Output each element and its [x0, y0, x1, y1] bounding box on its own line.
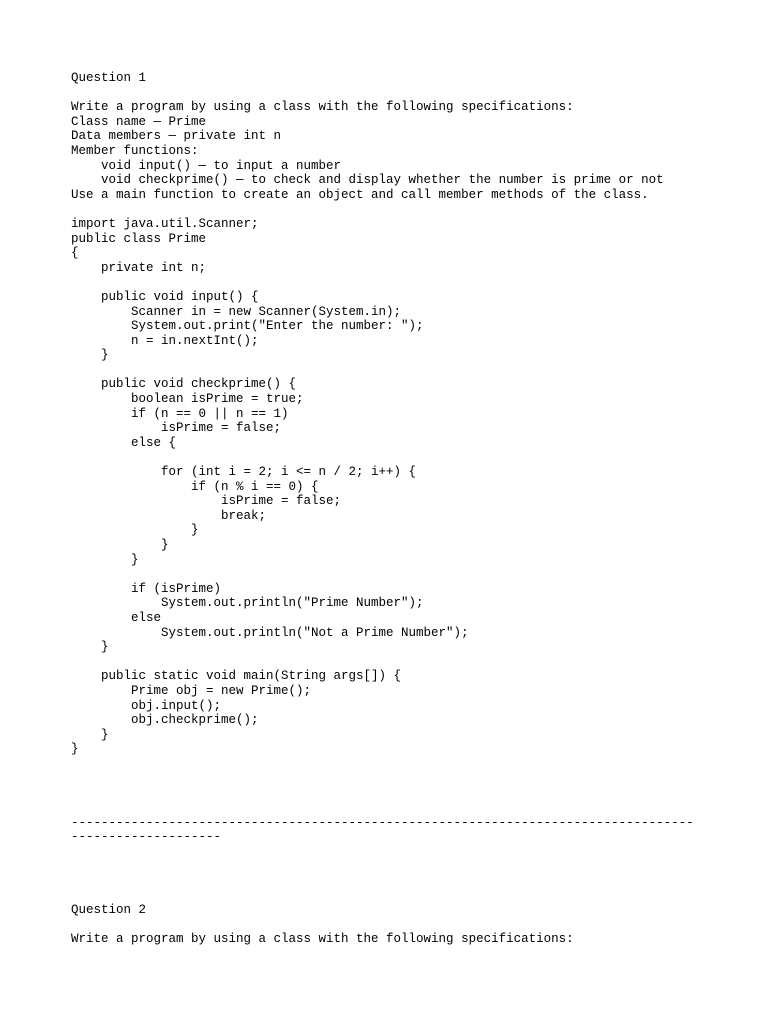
spec-line: Write a program by using a class with the following specifications:	[71, 100, 574, 115]
code-line	[71, 567, 751, 582]
document-page	[71, 71, 751, 947]
code-line: public void checkprime() {	[71, 377, 297, 392]
spacer	[71, 918, 751, 933]
spacer	[71, 845, 751, 904]
separator-line: --------------------	[71, 830, 222, 845]
code-block	[71, 217, 751, 757]
question-2-heading: Question 2	[71, 903, 147, 918]
spec-line: Data members — private int n	[71, 129, 282, 144]
code-line: if (n % i == 0) {	[71, 479, 319, 494]
code-line: public class Prime	[71, 231, 207, 246]
code-line: }	[71, 523, 199, 538]
spec-line: Member functions:	[71, 143, 199, 158]
code-line: boolean isPrime = true;	[71, 392, 304, 407]
code-line: System.out.print("Enter the number: ");	[71, 319, 424, 334]
code-line: Scanner in = new Scanner(System.in);	[71, 304, 402, 319]
spec-line: Class name — Prime	[71, 114, 207, 129]
spec-line: void checkprime() — to check and display whether the number is prime or not	[71, 173, 664, 188]
separator-line: -----------------------------------------------------------------------------------	[71, 815, 694, 830]
section-separator	[71, 816, 751, 845]
spec-line: Use a main function to create an object and call member methods of the class.	[71, 187, 649, 202]
code-line: obj.checkprime();	[71, 713, 259, 728]
spacer	[71, 202, 751, 217]
spacer	[71, 757, 751, 816]
code-line: n = in.nextInt();	[71, 333, 259, 348]
code-line: for (int i = 2; i <= n / 2; i++) {	[71, 465, 417, 480]
code-line: public void input() {	[71, 289, 259, 304]
code-line: import java.util.Scanner;	[71, 216, 259, 231]
code-line: }	[71, 538, 169, 552]
code-line: System.out.println("Prime Number");	[71, 596, 424, 611]
code-line: private int n;	[71, 260, 207, 275]
code-line: else	[71, 610, 162, 625]
code-line: if (isPrime)	[71, 581, 222, 596]
code-line: if (n == 0 || n == 1)	[71, 406, 289, 421]
code-line	[71, 363, 751, 378]
code-line: }	[71, 552, 139, 567]
question-1-heading: Question 1	[71, 71, 147, 85]
code-line: isPrime = false;	[71, 494, 342, 509]
code-line	[71, 275, 751, 290]
spacer	[71, 86, 751, 101]
code-line: }	[71, 640, 109, 655]
code-line: public static void main(String args[]) {	[71, 669, 402, 684]
code-line	[71, 655, 751, 670]
question-1-specification	[71, 100, 751, 202]
question-2-spec-line: Write a program by using a class with the following specifications:	[71, 932, 574, 947]
code-line: Prime obj = new Prime();	[71, 683, 312, 698]
code-line: {	[71, 246, 79, 261]
code-line: }	[71, 727, 109, 742]
code-line: }	[71, 348, 109, 363]
code-line: }	[71, 742, 79, 757]
code-line: break;	[71, 508, 267, 523]
code-line: isPrime = false;	[71, 421, 282, 436]
code-line	[71, 450, 751, 465]
code-line: else {	[71, 435, 177, 450]
spec-line: void input() — to input a number	[71, 158, 342, 173]
code-line: obj.input();	[71, 698, 222, 713]
code-line: System.out.println("Not a Prime Number");	[71, 625, 469, 640]
